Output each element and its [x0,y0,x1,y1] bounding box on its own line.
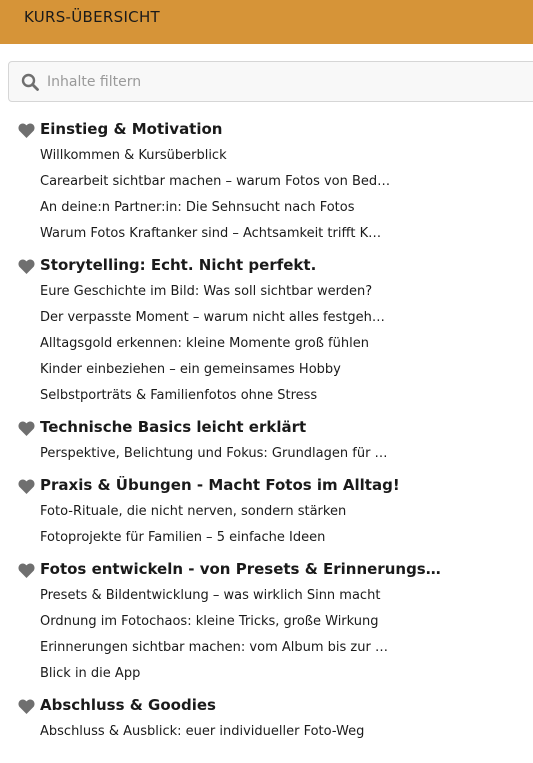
section-technik [0,417,533,467]
section-title: Technische Basics leicht erklärt [40,418,307,436]
heart-icon[interactable] [18,699,35,714]
lesson-link[interactable]: Warum Fotos Kraftanker sind – Achtsamkeit trifft K… [40,226,382,241]
lesson-link[interactable]: Kinder einbeziehen – ein gemeinsames Hobby [40,362,341,377]
course-outline [0,119,533,753]
section-storytelling [0,255,533,409]
section-title: Praxis & Übungen - Macht Fotos im Alltag! [40,476,400,494]
lesson-link[interactable]: Ordnung im Fotochaos: kleine Tricks, große Wirkung [40,614,379,629]
section-title: Abschluss & Goodies [40,696,216,714]
section-header[interactable] [0,695,533,719]
lesson-link[interactable]: Blick in die App [40,666,141,681]
lesson-link[interactable]: Erinnerungen sichtbar machen: vom Album bis zur … [40,640,388,655]
section-header[interactable] [0,475,533,499]
lesson-link[interactable]: An deine:n Partner:in: Die Sehnsucht nach Fotos [40,200,355,215]
section-header[interactable] [0,119,533,143]
heart-icon[interactable] [18,259,35,274]
section-title: Einstieg & Motivation [40,120,223,138]
filter-box[interactable] [8,61,533,102]
heart-icon[interactable] [18,563,35,578]
section-entwickeln [0,559,533,687]
lesson-link[interactable]: Abschluss & Ausblick: euer individueller Foto-Weg [40,724,365,739]
heart-icon[interactable] [18,421,35,436]
section-header[interactable] [0,255,533,279]
search-icon [21,73,39,91]
section-abschluss [0,695,533,745]
lesson-link[interactable]: Willkommen & Kursüberblick [40,148,227,163]
section-einstieg [0,119,533,247]
course-overview-header [0,0,533,44]
page-title: KURS-ÜBERSICHT [24,8,160,26]
lesson-link[interactable]: Der verpasste Moment – warum nicht alles festgeh… [40,310,385,325]
lesson-link[interactable]: Perspektive, Belichtung und Fokus: Grundlagen für … [40,446,388,461]
section-title: Fotos entwickeln - von Presets & Erinnerungs… [40,560,441,578]
lesson-link[interactable]: Eure Geschichte im Bild: Was soll sichtbar werden? [40,284,373,299]
lesson-link[interactable]: Fotoprojekte für Familien – 5 einfache Ideen [40,530,326,545]
lesson-link[interactable]: Foto-Rituale, die nicht nerven, sondern stärken [40,504,347,519]
lesson-link[interactable]: Alltagsgold erkennen: kleine Momente groß fühlen [40,336,369,351]
filter-input[interactable] [47,68,527,96]
heart-icon[interactable] [18,479,35,494]
section-header[interactable] [0,559,533,583]
lesson-link[interactable]: Carearbeit sichtbar machen – warum Fotos von Bed… [40,174,391,189]
section-header[interactable] [0,417,533,441]
lesson-link[interactable]: Selbstporträts & Familienfotos ohne Stress [40,388,318,403]
lesson-link[interactable]: Presets & Bildentwicklung – was wirklich Sinn macht [40,588,381,603]
section-title: Storytelling: Echt. Nicht perfekt. [40,256,317,274]
section-praxis [0,475,533,551]
heart-icon[interactable] [18,123,35,138]
